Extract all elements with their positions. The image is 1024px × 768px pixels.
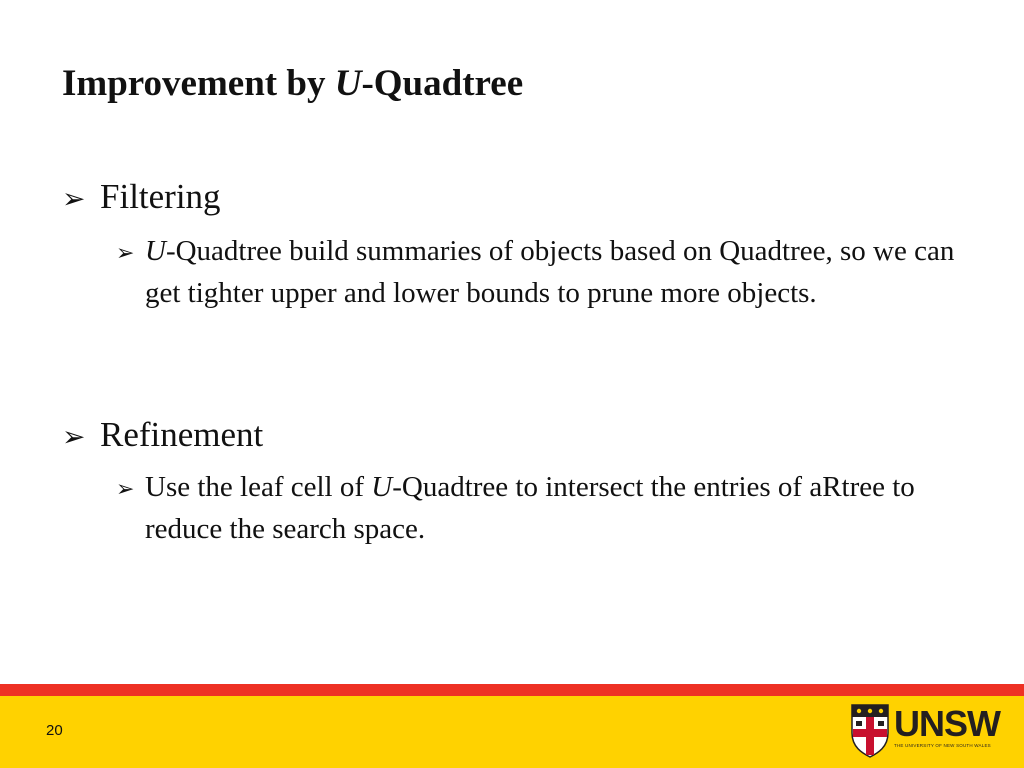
unsw-logo (850, 702, 1010, 760)
sub-bullet-filtering (116, 231, 975, 314)
bullet-label: Refinement (100, 415, 264, 454)
footer-red-bar (0, 684, 1024, 696)
title-italic: U (334, 63, 362, 104)
bullet-filtering (62, 176, 221, 218)
sub-bullet-text-after: -Quadtree to intersect the entries of aRtree to reduce the search space. (145, 471, 915, 545)
page-number: 20 (46, 722, 63, 739)
title-prefix: Improvement by (62, 63, 335, 104)
sub-bullet-italic: U (145, 235, 166, 267)
slide-title (62, 62, 523, 106)
sub-bullet-text-before: Use the leaf cell of (145, 471, 372, 503)
logo-text: UNSW (894, 703, 1000, 744)
arrow-bullet-icon: ➢ (62, 422, 86, 453)
title-suffix: -Quadtree (361, 63, 524, 104)
crest-icon (850, 703, 890, 759)
sub-bullet-refinement (116, 467, 975, 550)
logo-subtitle: THE UNIVERSITY OF NEW SOUTH WALES (894, 743, 991, 748)
bullet-label: Filtering (100, 177, 221, 216)
bullet-refinement (62, 414, 263, 456)
arrow-bullet-icon: ➢ (116, 240, 135, 265)
arrow-bullet-icon: ➢ (116, 476, 135, 501)
sub-bullet-italic: U (371, 471, 393, 503)
arrow-bullet-icon: ➢ (62, 184, 86, 215)
sub-bullet-text: -Quadtree build summaries of objects based on Quadtree, so we can get tighter upper and lower bounds to prune more objects. (145, 235, 955, 309)
